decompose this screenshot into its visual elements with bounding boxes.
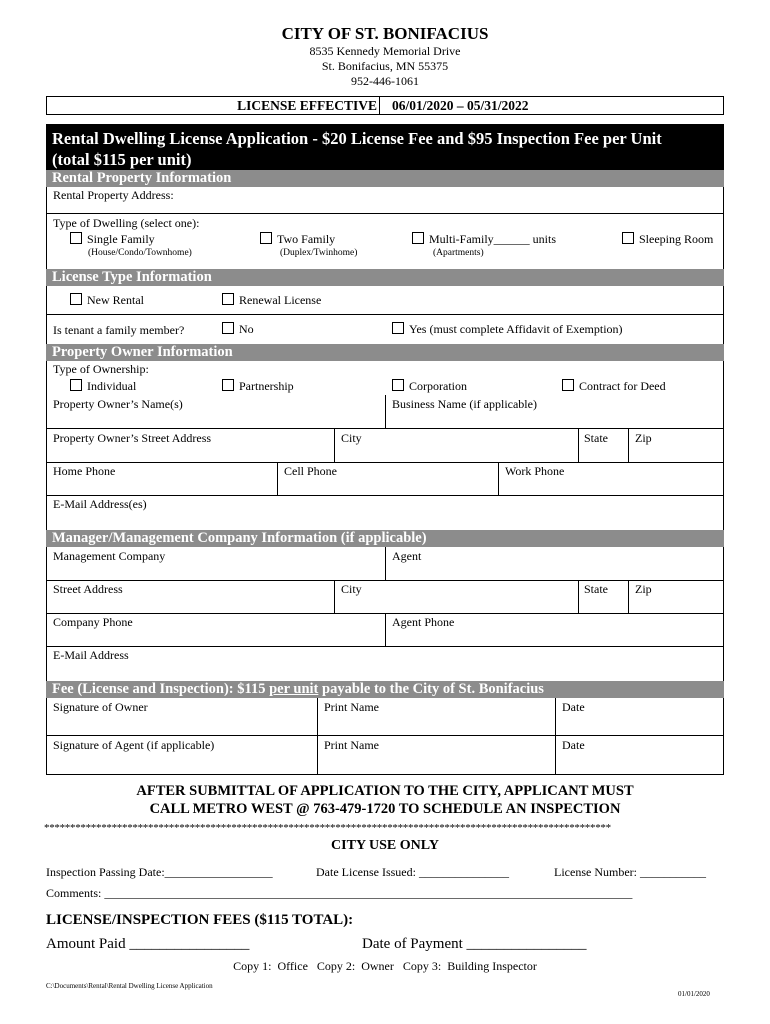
rental-address-label: Rental Property Address:	[53, 188, 174, 202]
agent-print-name-field[interactable]: Print Name	[324, 738, 379, 752]
agent-phone-field[interactable]: Agent Phone	[392, 615, 455, 629]
dwelling-two-family[interactable]: Two Family	[260, 232, 335, 247]
ownership-contract-for-deed[interactable]: Contract for Deed	[562, 379, 666, 394]
multi-family-sub: (Apartments)	[433, 248, 484, 258]
dwelling-type-label: Type of Dwelling (select one):	[53, 216, 200, 230]
dwelling-sleeping-room[interactable]: Sleeping Room	[622, 232, 713, 247]
license-effective-box	[46, 96, 724, 115]
ownership-corporation[interactable]: Corporation	[392, 379, 467, 394]
tenant-family-question: Is tenant a family member?	[53, 323, 185, 337]
manager-state-field[interactable]: State	[584, 582, 608, 596]
dwelling-multi-family[interactable]: Multi-Family______ units	[412, 232, 556, 247]
checkbox[interactable]	[222, 293, 234, 305]
single-family-sub: (House/Condo/Townhome)	[88, 248, 192, 258]
owner-state-field[interactable]: State	[584, 431, 608, 445]
two-family-sub: (Duplex/Twinhome)	[280, 248, 358, 258]
city-title: CITY OF ST. BONIFACIUS	[281, 24, 489, 43]
owner-date-field[interactable]: Date	[562, 700, 585, 714]
checkbox[interactable]	[562, 379, 574, 391]
tenant-no[interactable]: No	[222, 322, 254, 337]
manager-city-field[interactable]: City	[341, 582, 362, 596]
owner-cell-phone-field[interactable]: Cell Phone	[284, 464, 337, 478]
amount-paid: Amount Paid ________________	[46, 936, 250, 952]
ownership-partnership[interactable]: Partnership	[222, 379, 294, 394]
license-new-rental[interactable]: New Rental	[70, 293, 144, 308]
owner-email-field[interactable]: E-Mail Address(es)	[53, 497, 147, 511]
license-number: License Number: ___________	[554, 865, 706, 879]
city-phone: 952-446-1061	[351, 74, 419, 88]
city-address: 8535 Kennedy Memorial Drive	[309, 44, 461, 58]
section-fee: Fee (License and Inspection): $115 per unit payable to the City of St. Bonifacius	[46, 681, 724, 698]
agent-date-field[interactable]: Date	[562, 738, 585, 752]
checkbox[interactable]	[622, 232, 634, 244]
banner-line-1: Rental Dwelling License Application - $20 License Fee and $95 Inspection Fee per Unit	[52, 129, 662, 148]
city-use-title: CITY USE ONLY	[331, 838, 439, 853]
section-license-type: License Type Information	[46, 269, 724, 286]
divider-stars: *************************************************************************************************************	[44, 822, 611, 834]
city-state-zip: St. Bonifacius, MN 55375	[321, 59, 449, 73]
comments-line: Comments: ________________________________________________________________________________________	[46, 886, 633, 900]
owner-print-name-field[interactable]: Print Name	[324, 700, 379, 714]
license-effective-value: 06/01/2020 – 05/31/2022	[392, 98, 529, 113]
agent-field[interactable]: Agent	[392, 549, 422, 563]
notice-line-2: CALL METRO WEST @ 763-479-1720 TO SCHEDULE AN INSPECTION	[149, 801, 621, 817]
inspection-passing-date: Inspection Passing Date:__________________	[46, 865, 273, 879]
footer-file-path: C:\Documents\Rental\Rental Dwelling License Application	[46, 982, 213, 990]
management-company-field[interactable]: Management Company	[53, 549, 166, 563]
banner-line-2: (total $115 per unit)	[52, 150, 192, 169]
fees-total-title: LICENSE/INSPECTION FEES ($115 TOTAL):	[46, 912, 354, 928]
checkbox[interactable]	[70, 293, 82, 305]
dwelling-single-family[interactable]: Single Family	[70, 232, 155, 247]
owner-city-field[interactable]: City	[341, 431, 362, 445]
manager-email-field[interactable]: E-Mail Address	[53, 648, 129, 662]
license-renewal[interactable]: Renewal License	[222, 293, 321, 308]
checkbox[interactable]	[70, 379, 82, 391]
manager-street-field[interactable]: Street Address	[53, 582, 123, 596]
owner-home-phone-field[interactable]: Home Phone	[53, 464, 116, 478]
footer-date: 01/01/2020	[678, 990, 710, 998]
company-phone-field[interactable]: Company Phone	[53, 615, 133, 629]
checkbox[interactable]	[222, 379, 234, 391]
checkbox[interactable]	[70, 232, 82, 244]
section-manager: Manager/Management Company Information (if applicable)	[46, 530, 724, 547]
date-of-payment: Date of Payment ________________	[362, 936, 587, 952]
checkbox[interactable]	[392, 379, 404, 391]
ownership-type-label: Type of Ownership:	[53, 362, 149, 376]
section-rental-property: Rental Property Information	[46, 170, 724, 187]
owner-work-phone-field[interactable]: Work Phone	[505, 464, 565, 478]
copy-distribution: Copy 1: Office Copy 2: Owner Copy 3: Building Inspector	[233, 959, 537, 973]
date-license-issued: Date License Issued: _______________	[316, 865, 509, 879]
business-name-field[interactable]: Business Name (if applicable)	[392, 397, 537, 411]
checkbox[interactable]	[412, 232, 424, 244]
checkbox[interactable]	[260, 232, 272, 244]
agent-signature-field[interactable]: Signature of Agent (if applicable)	[53, 738, 215, 752]
ownership-individual[interactable]: Individual	[70, 379, 136, 394]
section-property-owner: Property Owner Information	[46, 344, 724, 361]
owner-names-field[interactable]: Property Owner’s Name(s)	[53, 397, 183, 411]
application-banner	[46, 124, 724, 170]
checkbox[interactable]	[222, 322, 234, 334]
manager-zip-field[interactable]: Zip	[635, 582, 652, 596]
owner-street-field[interactable]: Property Owner’s Street Address	[53, 431, 212, 445]
owner-zip-field[interactable]: Zip	[635, 431, 652, 445]
tenant-yes[interactable]: Yes (must complete Affidavit of Exemption)	[392, 322, 623, 337]
notice-line-1: AFTER SUBMITTAL OF APPLICATION TO THE CITY, APPLICANT MUST	[136, 783, 634, 799]
license-effective-label: LICENSE EFFECTIVE	[237, 98, 377, 113]
checkbox[interactable]	[392, 322, 404, 334]
owner-signature-field[interactable]: Signature of Owner	[53, 700, 148, 714]
